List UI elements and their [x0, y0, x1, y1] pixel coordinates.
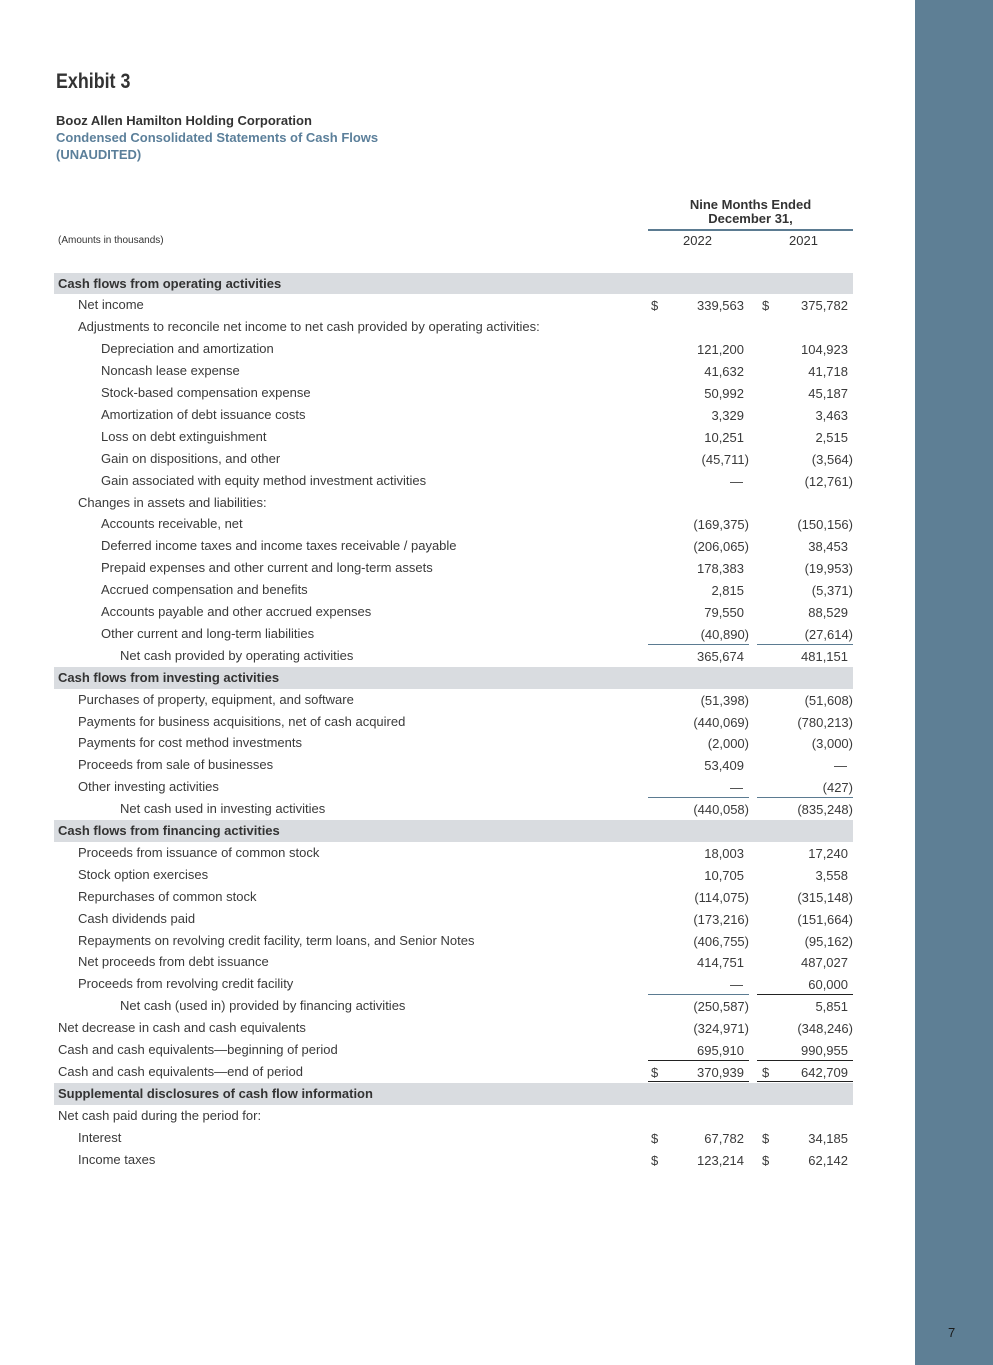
table-row: [54, 1017, 853, 1039]
value-2022: (173,216): [693, 911, 749, 927]
value-2022: 370,939: [697, 1064, 744, 1080]
value-2022: 18,003: [704, 845, 744, 861]
value-2022: 41,632: [704, 364, 744, 380]
value-2021: 88,529: [808, 605, 848, 620]
value-2022: 10,705: [704, 867, 744, 883]
value-2021: 2,515: [815, 429, 848, 445]
row-label: Repurchases of common stock: [78, 888, 257, 904]
table-row: [54, 448, 853, 470]
value-2022: (51,398): [700, 692, 749, 708]
exhibit-title: Exhibit 3: [56, 70, 131, 93]
row-label: Loss on debt extinguishment: [101, 428, 267, 444]
row-label: Stock option exercises: [78, 866, 209, 882]
value-2021: 990,955: [801, 1043, 848, 1058]
dollar-sign: $: [651, 1130, 659, 1146]
value-2021: (151,664): [797, 911, 853, 927]
value-2021: (3,000): [811, 736, 853, 752]
row-label: Adjustments to reconcile net income to net cash provided by operating activities:: [78, 319, 540, 335]
year-2022-header: 2022: [683, 233, 712, 248]
row-label: Deferred income taxes and income taxes receivable / payable: [101, 538, 457, 554]
row-label: Gain associated with equity method investment activities: [101, 472, 427, 488]
table-row: [54, 689, 853, 711]
value-2022: (324,971): [693, 1021, 749, 1037]
section-header: [54, 1083, 853, 1105]
row-label: Gain on dispositions, and other: [101, 450, 281, 466]
value-2021: (95,162): [804, 933, 853, 949]
table-row: [54, 492, 853, 514]
table-row: [54, 864, 853, 886]
row-label: Supplemental disclosures of cash flow information: [58, 1085, 373, 1101]
value-2021: (5,371): [811, 583, 853, 599]
table-row: [54, 316, 853, 338]
section-header: [54, 667, 853, 689]
year-2021-header: 2021: [789, 233, 818, 248]
section-header: [54, 273, 853, 295]
value-2021: 3,463: [815, 407, 848, 423]
value-2022: (169,375): [693, 517, 749, 533]
table-row: [54, 601, 853, 623]
table-row: [54, 732, 853, 754]
value-2021: (12,761): [804, 473, 853, 489]
row-label: Net cash used in investing activities: [120, 801, 326, 817]
value-2022: —: [730, 977, 743, 993]
value-2022: 79,550: [704, 605, 744, 620]
side-band: [915, 0, 993, 1365]
row-label: Net proceeds from debt issuance: [78, 954, 269, 970]
value-2021: (315,148): [797, 889, 853, 905]
dollar-sign: $: [762, 1130, 770, 1146]
table-row: [54, 338, 853, 360]
row-label: Accrued compensation and benefits: [101, 582, 308, 598]
value-2022: 121,200: [697, 342, 744, 358]
value-2022: (440,069): [693, 714, 749, 730]
dollar-sign: $: [651, 298, 659, 314]
row-label: Prepaid expenses and other current and long-term assets: [101, 560, 433, 576]
table-row: [54, 404, 853, 426]
period-line-2: December 31,: [708, 211, 793, 226]
row-label: Amortization of debt issuance costs: [101, 406, 306, 422]
statement-title: Condensed Consolidated Statements of Cash Flows: [56, 130, 379, 145]
value-2021: (780,213): [797, 714, 853, 730]
table-row: [54, 382, 853, 404]
row-label: Cash and cash equivalents—end of period: [58, 1063, 303, 1079]
table-row: [54, 930, 853, 952]
row-label: Other current and long-term liabilities: [101, 625, 315, 641]
value-2022: 53,409: [704, 758, 744, 774]
table-row: [54, 579, 853, 601]
value-2021: 104,923: [801, 342, 848, 358]
section-header: [54, 820, 853, 842]
row-label: Proceeds from sale of businesses: [78, 757, 274, 773]
row-label: Repayments on revolving credit facility, term loans, and Senior Notes: [78, 932, 475, 948]
row-label: Cash dividends paid: [78, 910, 196, 926]
table-row: [54, 360, 853, 382]
value-2021: (835,248): [797, 802, 853, 818]
row-label: Depreciation and amortization: [101, 341, 274, 357]
row-label: Noncash lease expense: [101, 363, 240, 379]
value-2021: 41,718: [808, 364, 848, 380]
row-label: Interest: [78, 1129, 122, 1145]
table-row: [54, 798, 853, 820]
row-label: Payments for cost method investments: [78, 735, 302, 751]
value-2021: 17,240: [808, 845, 848, 861]
value-2021: —: [834, 758, 847, 774]
row-label: Cash and cash equivalents—beginning of period: [58, 1042, 338, 1057]
value-2021: (27,614): [804, 626, 853, 642]
value-2021: 3,558: [815, 867, 848, 883]
value-2021: 60,000: [808, 977, 848, 993]
value-2021: (51,608): [804, 692, 853, 708]
value-2021: (348,246): [797, 1021, 853, 1037]
row-label: Accounts receivable, net: [101, 516, 243, 532]
table-row: [54, 1149, 853, 1171]
table-row: [54, 886, 853, 908]
value-2022: 2,815: [711, 583, 744, 599]
row-label: Net decrease in cash and cash equivalents: [58, 1020, 306, 1036]
value-2022: 50,992: [704, 386, 744, 401]
value-2021: 62,142: [808, 1152, 848, 1168]
amounts-note: (Amounts in thousands): [58, 235, 164, 246]
table-row: [54, 1061, 853, 1083]
value-2022: 414,751: [697, 955, 744, 971]
value-2021: 38,453: [808, 539, 848, 555]
value-2021: 5,851: [815, 999, 848, 1015]
dollar-sign: $: [651, 1064, 659, 1080]
table-row: [54, 995, 853, 1017]
table-row: [54, 776, 853, 798]
row-label: Net cash (used in) provided by financing activities: [120, 998, 406, 1014]
table-row: [54, 951, 853, 973]
value-2022: (2,000): [707, 736, 749, 752]
unaudited-label: (UNAUDITED): [56, 147, 142, 162]
table-row: [54, 426, 853, 448]
table-row: [54, 623, 853, 645]
table-row: [54, 973, 853, 995]
table-row: [54, 1105, 853, 1127]
value-2022: (114,075): [694, 889, 749, 905]
value-2022: 10,251: [704, 429, 744, 445]
value-2022: (406,755): [693, 933, 749, 949]
table-row: [54, 470, 853, 492]
table-row: [54, 513, 853, 535]
row-label: Net income: [78, 297, 144, 313]
dollar-sign: $: [762, 1152, 770, 1168]
dollar-sign: $: [651, 1152, 659, 1168]
value-2021: 642,709: [801, 1064, 848, 1080]
value-2021: 34,185: [808, 1130, 848, 1146]
value-2021: 45,187: [808, 386, 848, 401]
value-2021: (150,156): [797, 517, 853, 533]
period-line-1: Nine Months Ended: [689, 197, 812, 212]
table-row: [54, 535, 853, 557]
value-2022: (45,711): [701, 451, 749, 467]
value-2021: 481,151: [801, 648, 848, 664]
row-label: Other investing activities: [78, 779, 219, 795]
company-name: Booz Allen Hamilton Holding Corporation: [56, 113, 312, 128]
dollar-sign: $: [762, 1064, 770, 1080]
row-label: Accounts payable and other accrued expenses: [101, 604, 372, 619]
value-2021: 487,027: [801, 955, 848, 971]
row-label: Net cash paid during the period for:: [58, 1107, 262, 1123]
value-2022: 3,329: [711, 407, 744, 423]
row-label: Payments for business acquisitions, net of cash acquired: [78, 713, 406, 729]
row-label: Income taxes: [78, 1151, 156, 1167]
value-2022: 123,214: [697, 1152, 744, 1168]
row-label: Net cash provided by operating activities: [120, 647, 354, 663]
row-label: Proceeds from revolving credit facility: [78, 976, 294, 992]
value-2022: —: [730, 780, 743, 796]
value-2022: 365,674: [697, 648, 744, 664]
value-2022: 695,910: [697, 1043, 744, 1058]
value-2021: (427): [822, 780, 853, 796]
table-row: [54, 1127, 853, 1149]
row-label: Purchases of property, equipment, and software: [78, 691, 354, 707]
value-2022: 67,782: [704, 1130, 744, 1146]
value-2021: (19,953): [804, 561, 853, 577]
row-label: Cash flows from operating activities: [58, 275, 282, 291]
table-row: [54, 908, 853, 930]
value-2021: 375,782: [801, 298, 848, 314]
table-row: [54, 557, 853, 579]
table-row: [54, 645, 853, 667]
page-number: 7: [948, 1325, 956, 1340]
row-label: Cash flows from financing activities: [58, 823, 280, 838]
table-row: [54, 842, 853, 864]
table-row: [54, 754, 853, 776]
table-row: [54, 294, 853, 316]
row-label: Proceeds from issuance of common stock: [78, 844, 320, 860]
value-2022: 178,383: [697, 561, 744, 577]
period-header: [648, 198, 853, 231]
value-2022: (40,890): [700, 626, 749, 642]
value-2022: —: [730, 473, 743, 489]
value-2022: 339,563: [697, 298, 744, 314]
table-row: [54, 711, 853, 733]
row-label: Changes in assets and liabilities:: [78, 494, 267, 510]
row-label: Cash flows from investing activities: [58, 669, 280, 685]
value-2022: (250,587): [693, 999, 749, 1015]
value-2022: (440,058): [693, 802, 749, 818]
table-row: [54, 1039, 853, 1061]
row-label: Stock-based compensation expense: [101, 385, 311, 400]
value-2022: (206,065): [693, 539, 749, 555]
value-2021: (3,564): [811, 451, 853, 467]
dollar-sign: $: [762, 298, 770, 314]
